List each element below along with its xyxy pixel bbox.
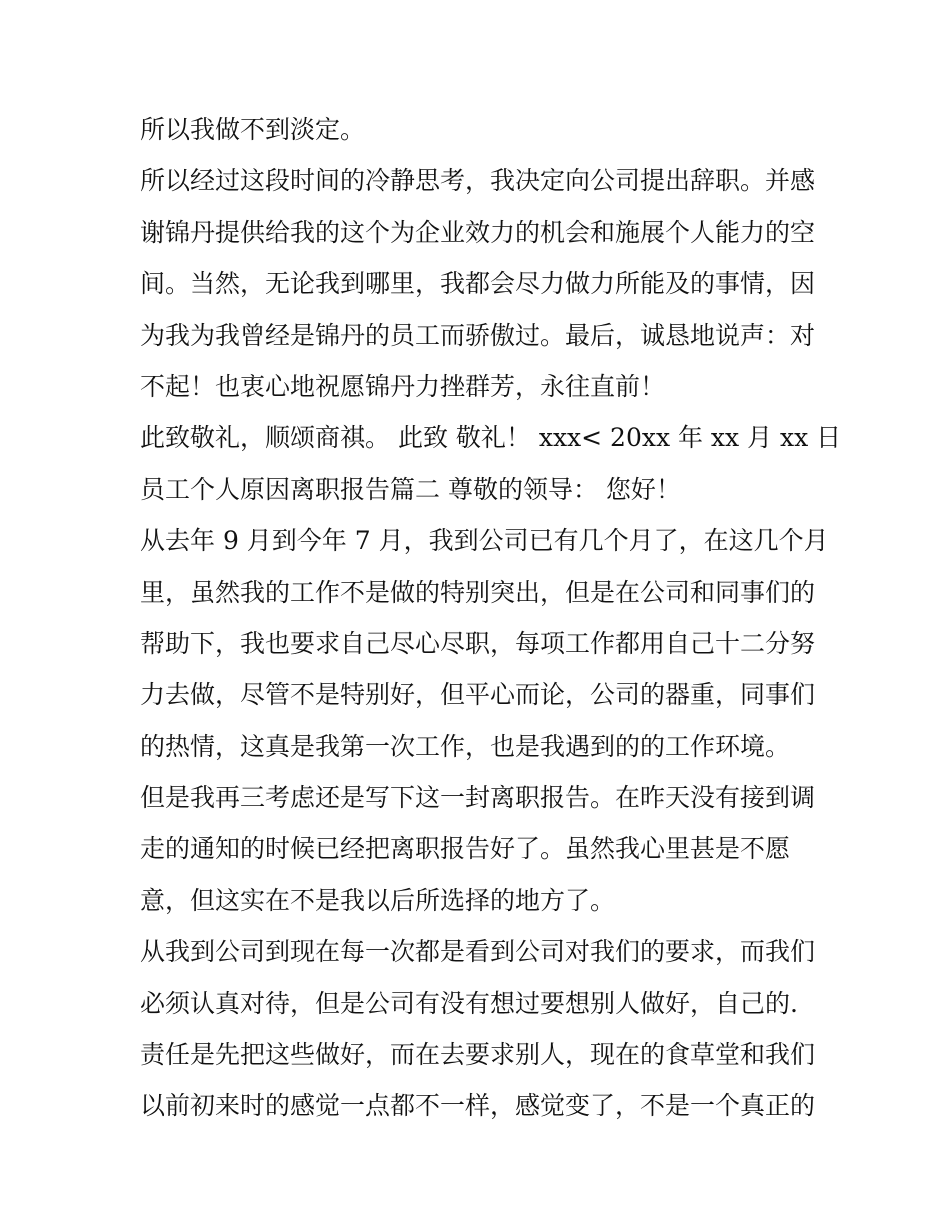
closing-line: 此致敬礼，顺颂商祺。 此致 敬礼！ xxx< 20xx 年 xx 月 xx 日 <box>140 423 842 453</box>
document-body <box>140 104 842 1132</box>
text-line: 意，但这实在不是我以后所选择的地方了。 <box>140 885 616 915</box>
text-line: 必须认真对待，但是公司有没有想过要想别人做好，自己的. <box>140 988 798 1018</box>
text-line: 为我为我曾经是锦丹的员工而骄傲过。最后，诚恳地说声：对 <box>140 320 816 350</box>
text-line: 间。当然，无论我到哪里，我都会尽力做力所能及的事情，因 <box>140 269 816 299</box>
text-line: 从我到公司到现在每一次都是看到公司对我们的要求，而我们 <box>140 937 816 967</box>
text-line: 所以经过这段时间的冷静思考，我决定向公司提出辞职。并感 <box>140 166 816 196</box>
text-line: 从去年 9 月到今年 7 月，我到公司已有几个月了，在这几个月 <box>140 526 829 556</box>
text-line: 但是我再三考虑还是写下这一封离职报告。在昨天没有接到调 <box>140 783 816 813</box>
text-line: 的热情，这真是我第一次工作，也是我遇到的的工作环境。 <box>140 731 791 761</box>
text-line: 所以我做不到淡定。 <box>140 115 366 144</box>
text-line: 帮助下，我也要求自己尽心尽职，每项工作都用自己十二分努 <box>140 628 816 658</box>
section-heading: 员工个人原因离职报告篇二 尊敬的领导： 您好！ <box>140 474 681 504</box>
text-line: 走的通知的时候已经把离职报告好了。虽然我心里甚是不愿 <box>140 834 791 864</box>
text-line: 不起！也衷心地祝愿锦丹力挫群芳，永往直前！ <box>140 371 666 401</box>
text-line: 责任是先把这些做好，而在去要求别人，现在的食草堂和我们 <box>140 1040 816 1070</box>
text-line: 谢锦丹提供给我的这个为企业效力的机会和施展个人能力的空 <box>140 217 816 247</box>
text-line: 以前初来时的感觉一点都不一样，感觉变了，不是一个真正的 <box>140 1091 816 1121</box>
text-line: 力去做，尽管不是特别好，但平心而论，公司的器重，同事们 <box>140 680 816 710</box>
text-line: 里，虽然我的工作不是做的特别突出，但是在公司和同事们的 <box>140 577 816 607</box>
